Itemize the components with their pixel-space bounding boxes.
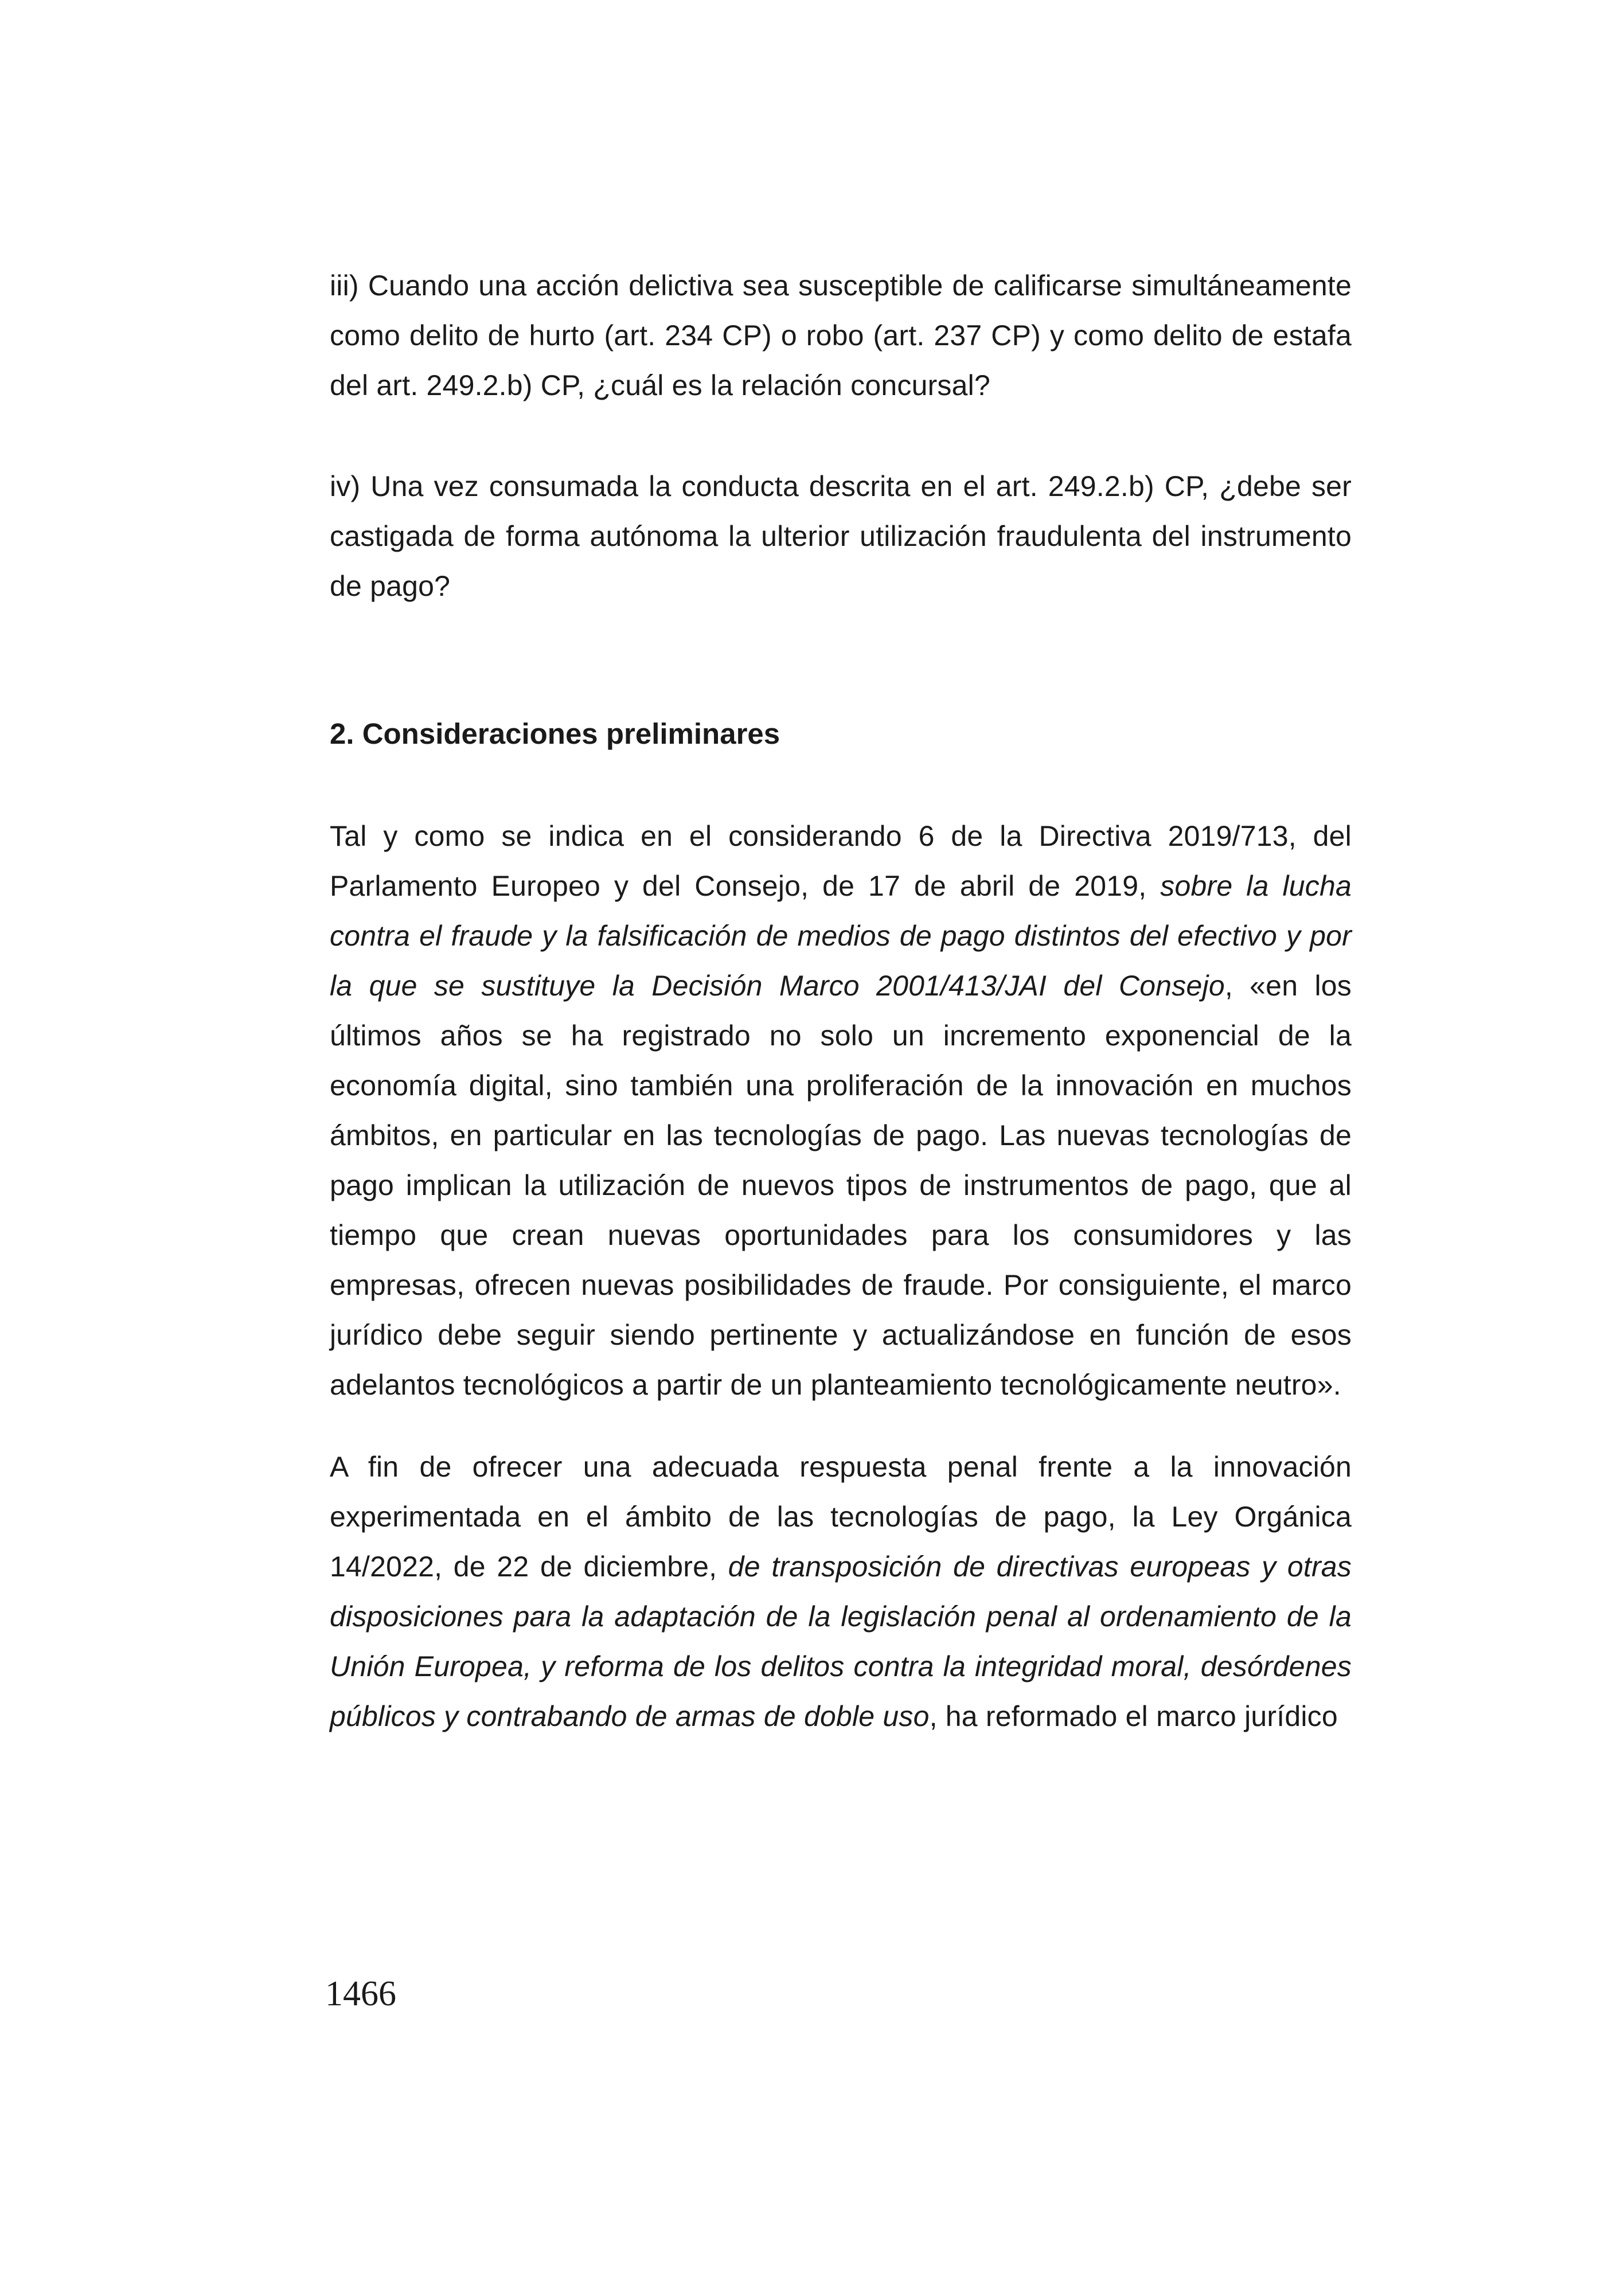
section-heading: 2. Consideraciones preliminares bbox=[330, 717, 780, 750]
ley-text-1: A fin de ofrecer una adecuada respuesta penal frente a la innovación experimentada en el ámbito de las tecnologías de pago, la Ley Orgánica 14/2022, de 22 de diciembre, bbox=[330, 1451, 1352, 1583]
directive-text-2: , «en los últimos años se ha registrado no solo un incremento exponencial de la economía digital, sino también una proliferación de la innovación en muchos ámbitos, en particular en las tecnologías de pago. Las nuevas tecnologías de pago implican la utilización de nuevos tipos de instrumentos de pago, que al tiempo que crean nuevas oportunidades para los consumidores y las empresas, ofrecen nuevas posibilidades de fraude. Por consiguiente, el marco jurídico debe seguir siendo pertinente y actualizándose en función de esos adelantos tecnológicos a partir de un planteamiento tecnológicamente neutro». bbox=[330, 970, 1352, 1401]
directive-text-1: Tal y como se indica en el considerando 6 de la Directiva 2019/713, del Parlamento Europeo y del Consejo, de 17 de abril de 2019, bbox=[330, 820, 1352, 902]
directive-paragraph bbox=[330, 811, 1352, 1410]
directive-title-italic: sobre la lucha contra el fraude y la falsificación de medios de pago distintos del efectivo y por la que se sustituye la Decisión Marco 2001/413/JAI del Consejo bbox=[330, 870, 1352, 1002]
ley-title-italic: de transposición de directivas europeas y otras disposiciones para la adaptación de la legislación penal al ordenamiento de la Unión Europea, y reforma de los delitos contra la integridad moral, desórdenes públicos y contrabando de armas de doble uso bbox=[330, 1551, 1352, 1732]
question-iii: iii) Cuando una acción delictiva sea susceptible de calificarse simultáneamente como delito de hurto (art. 234 CP) o robo (art. 237 CP) y como delito de estafa del art. 249.2.b) CP, ¿cuál es la relación concursal? bbox=[330, 270, 1352, 401]
ley-text-2: , ha reformado el marco jurídico bbox=[929, 1700, 1338, 1732]
question-iv: iv) Una vez consumada la conducta descrita en el art. 249.2.b) CP, ¿debe ser castigada de forma autónoma la ulterior utilización fraudulenta del instrumento de pago? bbox=[330, 470, 1352, 602]
page-number: 1466 bbox=[325, 1974, 396, 2013]
ley-paragraph bbox=[330, 1442, 1352, 1742]
